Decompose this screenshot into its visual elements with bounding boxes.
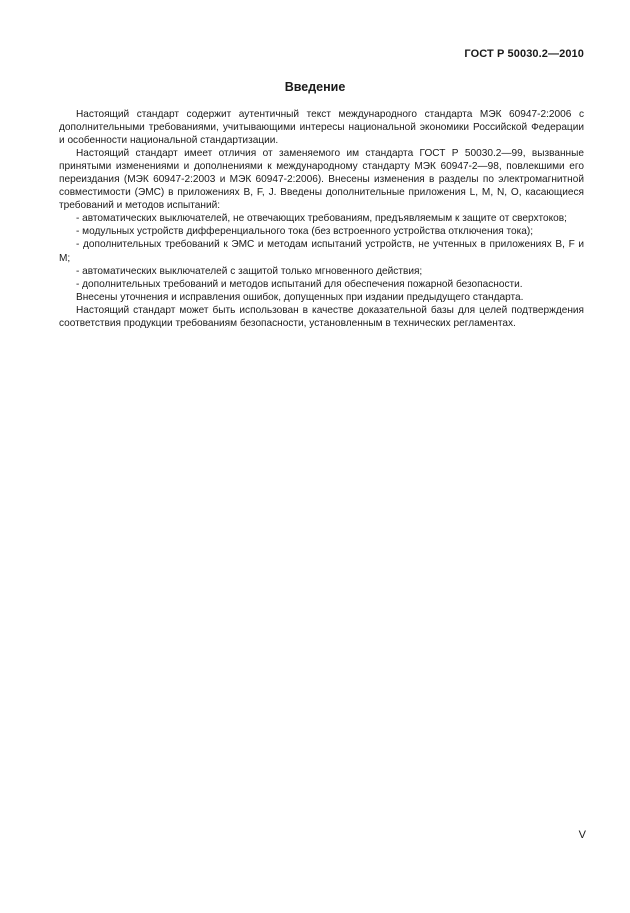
list-item-residual-current: - модульных устройств дифференциального тока (без встроенного устройства отключения тока); <box>76 226 534 238</box>
section-title: Введение <box>284 80 346 94</box>
paragraph-corrections: Внесены уточнения и исправления ошибок, допущенных при издании предыдущего стандарта. <box>76 291 524 303</box>
list-item-overcurrent: - автоматических выключателей, не отвечающих требованиям, предъявляемым к защите от сверхтоков; <box>76 213 567 225</box>
page-number: V <box>578 829 586 841</box>
list-item-fire-safety: - дополнительных требований и методов испытаний для обеспечения пожарной безопасности. <box>76 278 523 290</box>
paragraph-authentic-text: Настоящий стандарт содержит аутентичный текст международного стандарта МЭК 60947-2:2006 с дополнительными требованиями, учитывающими интересы национальной экономики Российской Федерации и особенности национальной стандартизации. <box>59 109 584 147</box>
list-item-instantaneous: - автоматических выключателей с защитой только мгновенного действия; <box>76 265 423 277</box>
introduction-body <box>59 108 584 330</box>
paragraph-evidence-base: Настоящий стандарт может быть использован в качестве доказательной базы для целей подтверждения соответствия продукции требованиям безопасности, установленным в технических регламентах. <box>59 304 584 329</box>
standard-code-header: ГОСТ Р 50030.2—2010 <box>464 48 584 60</box>
list-item-emc: - дополнительных требований к ЭМС и методам испытаний устройств, не учтенных в приложениях B, F и M; <box>59 239 584 264</box>
paragraph-differences: Настоящий стандарт имеет отличия от заменяемого им стандарта ГОСТ Р 50030.2—99, вызванные принятыми изменениями и дополнениями к международному стандарту МЭК 60947-2—98, повлекшими его переиздания (МЭК 60947-2:2003 и МЭК 60947-2:2006). Внесены изменения в разделы по электромагнитной совместимости (ЭМС) в приложениях B, F, J. Введены дополнительные приложения L, M, N, O, касающиеся требований и методов испытаний: <box>59 148 584 212</box>
